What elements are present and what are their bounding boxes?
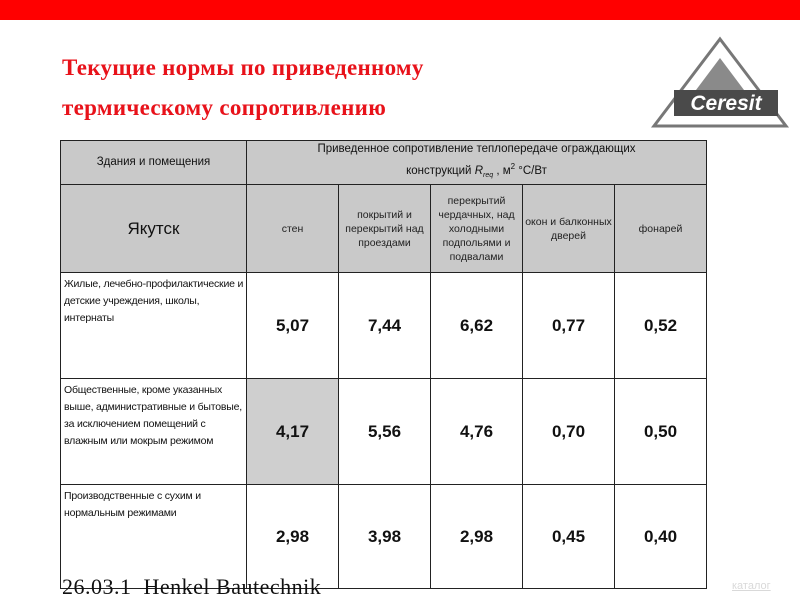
value-cell: 0,70 xyxy=(523,379,615,485)
footer xyxy=(62,574,321,600)
value-cell: 2,98 xyxy=(247,485,339,589)
header-resistance-prefix: конструкций xyxy=(406,164,475,177)
header-resistance-sup: 2 xyxy=(510,162,516,171)
row-label: Жилые, лечебно-профилактические и детские учреждения, школы, интернаты xyxy=(61,273,247,379)
row-label: Общественные, кроме указанных выше, административные и бытовые, за исключением помещений с влажным или мокрым режимом xyxy=(61,379,247,485)
value-cell: 2,98 xyxy=(431,485,523,589)
value-cell: 0,77 xyxy=(523,273,615,379)
value-cell: 0,40 xyxy=(615,485,707,589)
table-row xyxy=(61,379,707,485)
catalog-link[interactable]: каталог xyxy=(732,580,771,592)
value-cell: 7,44 xyxy=(339,273,431,379)
header-resistance xyxy=(247,141,707,185)
value-cell: 0,45 xyxy=(523,485,615,589)
value-cell: 0,50 xyxy=(615,379,707,485)
column-header: стен xyxy=(247,185,339,273)
top-red-bar xyxy=(0,0,800,20)
row-label: Производственные с сухим и нормальным режимами xyxy=(61,485,247,589)
column-header: окон и балконных дверей xyxy=(523,185,615,273)
page-title xyxy=(62,48,602,128)
footer-date: 26.03.1 xyxy=(62,574,132,599)
header-buildings: Здания и помещения xyxy=(61,141,247,185)
column-header: фонарей xyxy=(615,185,707,273)
column-header: покрытий и перекрытий над проездами xyxy=(339,185,431,273)
table-row xyxy=(61,273,707,379)
column-header: перекрытий чердачных, над холодными подпольями и подвалами xyxy=(431,185,523,273)
value-cell: 0,52 xyxy=(615,273,707,379)
header-resistance-end: °С/Вт xyxy=(515,164,547,177)
value-cell: 4,17 xyxy=(247,379,339,485)
footer-company: Henkel Bautechnik xyxy=(143,574,322,599)
logo-text: Ceresit xyxy=(690,92,762,115)
value-cell: 4,76 xyxy=(431,379,523,485)
title-line-2: термическому сопротивлению xyxy=(62,95,387,120)
value-cell: 3,98 xyxy=(339,485,431,589)
header-resistance-line2 xyxy=(247,158,706,184)
city-name: Якутск xyxy=(61,185,247,273)
header-resistance-sub: req xyxy=(483,172,494,180)
value-cell: 5,07 xyxy=(247,273,339,379)
ceresit-logo xyxy=(650,36,790,128)
header-resistance-unit: , м xyxy=(493,164,511,177)
header-resistance-line1: Приведенное сопротивление теплопередаче ограждающих xyxy=(317,143,636,155)
header-resistance-symbol: R xyxy=(474,164,483,177)
thermal-resistance-table xyxy=(60,140,707,589)
value-cell: 5,56 xyxy=(339,379,431,485)
value-cell: 6,62 xyxy=(431,273,523,379)
title-line-1: Текущие нормы по приведенному xyxy=(62,55,424,80)
